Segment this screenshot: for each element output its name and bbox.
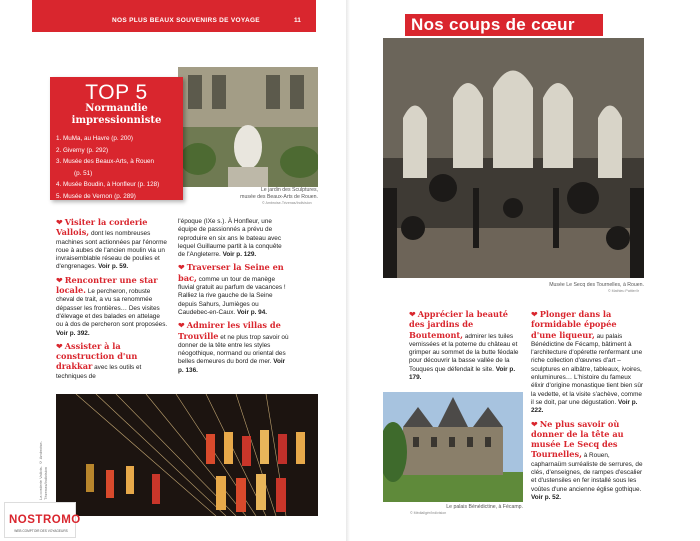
running-header-title: NOS PLUS BEAUX SOUVENIRS DE VOYAGE [112, 17, 260, 24]
highlight-title: Visiter la corderie [64, 217, 148, 227]
page-reference: Voir p. 179. [409, 365, 516, 382]
heart-icon: ❤ [56, 275, 63, 285]
highlight-benedictine [531, 310, 644, 416]
highlight-text: au palais Bénédictine de Fécamp, bâtiment à l'architecture d'opérette renfermant une riche collection d'œuvres d'art – sculptures en albâtre, tableaux, ivoires, enluminures… L'histoire du fameux élixir d'origine monastique tient bien sûr la vedette, et la visite s'achève, comme il se doit, par une dégustation. [531, 332, 644, 406]
highlight-title: Ne plus savoir où [539, 418, 620, 429]
running-header [32, 0, 316, 32]
highlight-title: Rencontrer une star [64, 274, 158, 285]
highlight-title: construction d'un drakkar [56, 351, 138, 372]
highlight-text: avec les outils et techniques de [56, 364, 142, 380]
left-text-column-1 [56, 218, 168, 385]
highlight-title: formidable épopée d'une liqueur, [531, 319, 617, 340]
top5-item: 3. Musée des Beaux-Arts, à Rouen [56, 158, 155, 165]
heart-icon: ❤ [178, 321, 185, 331]
highlight-trouville [178, 321, 290, 375]
highlight-text: Le percheron, robuste cheval de trait, a vu sa renommée dépasser les frontières… Des visites d'élevage et des balades en attelage ou à dos de percheron sont proposées. [56, 288, 168, 329]
palais-photo-caption: Le palais Bénédictine, à Fécamp. [446, 504, 523, 510]
sculpture-garden-photo [178, 67, 318, 187]
top5-item: 2. Giverny (p. 292) [56, 146, 109, 154]
corderie-bobbins-photo [56, 394, 318, 516]
palais-benedictine-photo [383, 392, 523, 502]
top5-item: 4. Musée Boudin, à Honfleur (p. 128) [56, 181, 160, 188]
page-number: 11 [294, 17, 301, 24]
top5-title: TOP 5 [85, 81, 148, 104]
highlight-corderie [56, 218, 168, 272]
highlight-text: comme un tour de manège fluvial gratuit au parfum de vacances ! Ralliez la rive gauche de la Seine depuis Sahurs, Jumièges ou Caudebec-en-Caux. [178, 275, 286, 316]
top5-subtitle-2: impressionniste [71, 115, 162, 126]
highlight-title: des jardins de Boutemont, [409, 319, 474, 340]
highlight-title: Apprécier la beauté [417, 309, 508, 319]
top5-list [56, 133, 159, 202]
highlight-title: Vallois, [56, 227, 90, 238]
highlight-text: dont les nombreuses machines sont actionnées par l'énorme roue à aubes de l'ancien moulin via un invraisemblable réseau de poulies et d'engrenages. [56, 230, 167, 271]
photo1-caption-line1: Le jardin des Sculptures, [260, 187, 318, 193]
heart-icon: ❤ [56, 218, 63, 227]
highlight-text: admirer les tuiles vernissées et la poterne du château et grimper au sommet de la butte féodale pour découvrir la basse vallée de la Touques que défendait le site. [409, 332, 519, 373]
top5-subtitle-1: Normandie [85, 103, 148, 114]
highlight-percheron [56, 276, 168, 338]
highlight-title: bac, [178, 272, 197, 283]
photo1-caption-line2: musée des Beaux-Arts de Rouen. [240, 193, 318, 200]
heart-icon: ❤ [531, 310, 538, 319]
page-reference: Voir p. 94. [236, 308, 268, 316]
top5-item: 5. Musée de Vernon (p. 289) [56, 192, 136, 200]
highlight-title: Traverser la Seine en [186, 262, 284, 273]
heart-icon: ❤ [56, 341, 63, 351]
page-reference: Voir p. 392. [56, 329, 90, 337]
right-text-column-2 [531, 310, 644, 506]
coups-de-coeur-title: Nos coups de cœur [411, 15, 575, 34]
highlight-text: et ne plus trop savoir où donner de la tête entre les styles néogothique, normand ou oriental des belles demeures du bord de mer. [178, 333, 289, 366]
highlight-title: donner de la tête au musée Le Secq des Tournelles, [531, 428, 624, 460]
photo1-caption [186, 187, 318, 200]
museum-photo-credit: © Mathieu Pattier/Ir [608, 289, 640, 293]
top5-box [50, 77, 183, 200]
page-reference: Voir p. 129. [222, 251, 257, 259]
heart-icon: ❤ [531, 419, 538, 429]
logo-subtitle: WEB COMPTOIR DES VOYAGEURS [14, 529, 68, 533]
heart-icon: ❤ [178, 263, 185, 273]
highlight-title: Assister à la [64, 340, 121, 351]
highlight-le-secq [531, 420, 644, 503]
top5-item: 1. MuMa, au Havre (p. 200) [56, 135, 133, 142]
heart-icon: ❤ [409, 310, 416, 319]
page-reference: Voir p. 136. [178, 358, 286, 374]
highlight-boutemont [409, 310, 521, 382]
highlight-text: à Rouen, capharnaüm surréaliste de serrures, de clés, d'enseignes, de rampes d'escalier et d'ustensiles en fer installé sous les voûtes d'une ancienne église gothique. [531, 452, 643, 493]
highlight-title: locale. [56, 285, 87, 296]
le-secq-museum-photo [383, 38, 644, 278]
page-reference: Voir p. 59. [98, 263, 129, 271]
coups-de-coeur-banner [405, 14, 603, 36]
highlight-title: Plonger dans la [539, 309, 612, 319]
highlight-drakkar-cont [178, 218, 290, 259]
photo1-credit: © Ambroise-Tézenas/Indivision [262, 201, 312, 205]
highlight-bac [178, 263, 290, 317]
left-text-column-2 [178, 218, 290, 379]
page-reference: Voir p. 52. [531, 493, 562, 501]
highlight-text: l'époque (IXe s.). À Honfleur, une équipe de passionnés a prévu de reproduire en six ans le bateau avec lequel Guillaume partit à la conquête de l'Angleterre. [178, 218, 282, 259]
highlight-title: Trouville [178, 330, 219, 341]
museum-photo-caption: Musée Le Secq des Tournelles, à Rouen. [549, 282, 644, 288]
top5-item: (p. 51) [74, 169, 93, 177]
side-photo-credit: La corderie Vallois. © Ambroise-Tézenas/Indivision [38, 441, 48, 500]
palais-photo-credit: © Médiallgèr/Indivision [410, 511, 447, 515]
highlight-title: Admirer les villas de [186, 320, 281, 331]
page-reference: Voir p. 222. [531, 398, 638, 415]
highlight-drakkar [56, 342, 168, 381]
right-text-column-1 [409, 310, 521, 386]
nostromo-logo [4, 502, 81, 538]
logo-name: NOSTROMO [9, 514, 81, 526]
